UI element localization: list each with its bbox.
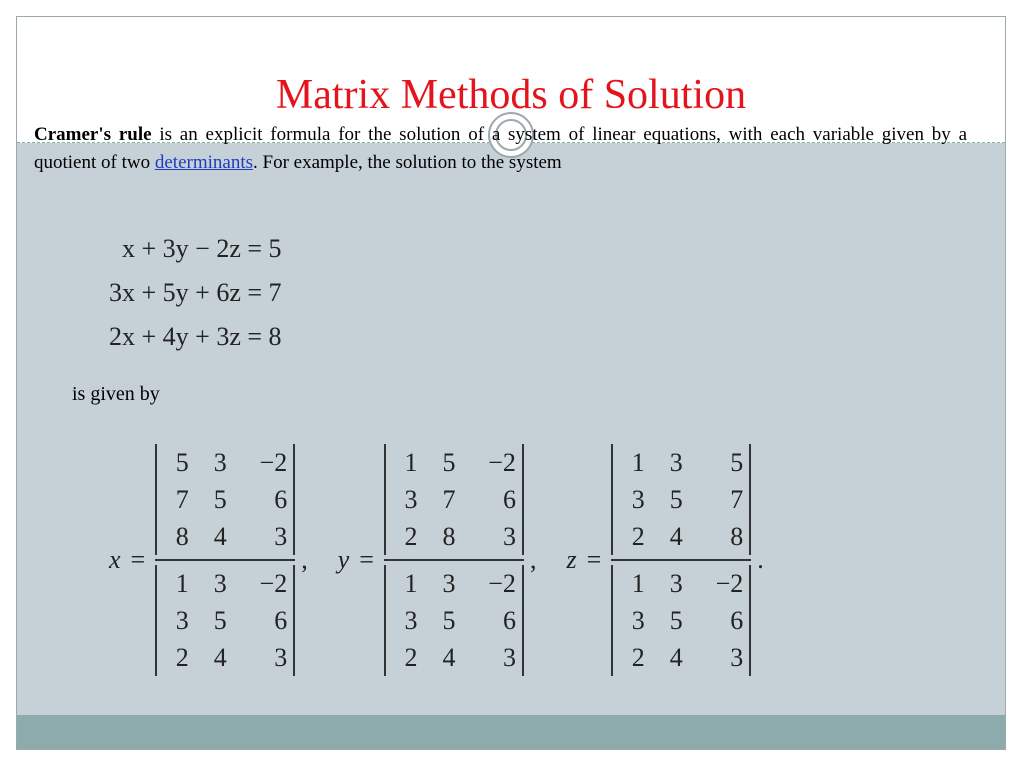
matrix-cell: 5	[669, 606, 683, 635]
matrix-cell: 4	[669, 522, 683, 551]
intro-paragraph	[34, 121, 967, 177]
matrix-cell: 5	[442, 448, 456, 477]
matrix-cell: 1	[404, 569, 418, 598]
determinants-link[interactable]: determinants	[154, 152, 253, 173]
punctuation: ,	[529, 545, 537, 574]
fraction	[611, 444, 751, 676]
footer-band	[17, 715, 1005, 749]
matrix-cell: 7	[175, 485, 189, 514]
slide-title: Matrix Methods of Solution	[275, 72, 747, 118]
matrix-cell: −2	[488, 569, 516, 598]
matrix-cell: 4	[442, 643, 456, 672]
matrix-cell: 3	[669, 448, 683, 477]
matrix-cell: 2	[631, 643, 645, 672]
matrix-cell: 4	[213, 522, 227, 551]
matrix-cell: 8	[442, 522, 456, 551]
matrix-cell: 3	[274, 522, 288, 551]
solution-variable: y	[337, 545, 350, 574]
matrix-cell: 3	[730, 643, 744, 672]
matrix-cell: 3	[631, 606, 645, 635]
matrix-cell: 1	[631, 569, 645, 598]
equals-sign: =	[359, 545, 374, 574]
matrix-cell: 5	[213, 606, 227, 635]
matrix-cell: 5	[442, 606, 456, 635]
matrix-cell: 1	[404, 448, 418, 477]
denominator-determinant	[384, 565, 524, 676]
matrix-cell: 1	[175, 569, 189, 598]
numerator-determinant	[384, 444, 524, 555]
matrix-cell: 3	[669, 569, 683, 598]
slide	[16, 16, 1006, 750]
matrix-cell: 5	[213, 485, 227, 514]
solution-y	[338, 444, 537, 676]
matrix-cell: 3	[404, 606, 418, 635]
matrix-cell: 3	[502, 522, 516, 551]
matrix-cell: 3	[213, 448, 227, 477]
intro-text-2: . For example, the solution to the system	[253, 152, 562, 173]
punctuation: .	[757, 545, 764, 574]
fraction	[384, 444, 524, 676]
matrix-cell: 6	[730, 606, 744, 635]
matrix-cell: 5	[669, 485, 683, 514]
matrix-cell: 6	[502, 485, 516, 514]
matrix-cell: 4	[669, 643, 683, 672]
matrix-cell: 4	[213, 643, 227, 672]
fraction-bar	[611, 559, 751, 561]
equation-3: 2x + 4y + 3z = 8	[109, 322, 282, 351]
matrix-cell: 2	[404, 643, 418, 672]
matrix-cell: −2	[259, 569, 288, 598]
denominator-determinant	[611, 565, 751, 676]
matrix-cell: 3	[442, 569, 456, 598]
solution-variable: z	[566, 545, 577, 574]
equation-system	[109, 227, 282, 359]
matrix-cell: 2	[175, 643, 189, 672]
equals-sign: =	[130, 545, 146, 574]
given-by-text: is given by	[72, 383, 160, 405]
term-cramers-rule: Cramer's rule	[34, 124, 152, 145]
numerator-determinant	[611, 444, 751, 555]
fraction-bar	[155, 559, 295, 561]
matrix-cell: 8	[730, 522, 744, 551]
fraction-bar	[384, 559, 524, 561]
matrix-cell: 2	[631, 522, 645, 551]
matrix-cell: 3	[274, 643, 288, 672]
matrix-cell: 6	[502, 606, 516, 635]
matrix-cell: 3	[631, 485, 645, 514]
denominator-determinant	[155, 565, 295, 676]
equals-sign: =	[586, 545, 602, 574]
intro-text-1: is an explicit formula for the solution of a system of linear equations, with each variable given by a quotient of two	[34, 124, 968, 173]
matrix-cell: −2	[715, 569, 744, 598]
matrix-cell: 8	[175, 522, 189, 551]
matrix-cell: 2	[404, 522, 418, 551]
matrix-cell: 7	[730, 485, 744, 514]
matrix-cell: −2	[488, 448, 516, 477]
numerator-determinant	[155, 444, 295, 555]
matrix-cell: 7	[442, 485, 456, 514]
matrix-cell: 1	[631, 448, 645, 477]
equation-2: 3x + 5y + 6z = 7	[109, 278, 282, 307]
matrix-cell: 3	[404, 485, 418, 514]
fraction	[155, 444, 295, 676]
matrix-cell: 6	[274, 606, 288, 635]
matrix-cell: 5	[730, 448, 744, 477]
matrix-cell: 3	[213, 569, 227, 598]
punctuation: ,	[301, 545, 308, 574]
solution-x	[109, 444, 308, 676]
solution-variable: x	[109, 545, 121, 574]
equation-1: x + 3y − 2z = 5	[122, 234, 282, 263]
matrix-cell: 3	[502, 643, 516, 672]
matrix-cell: 3	[175, 606, 189, 635]
matrix-cell: 6	[274, 485, 288, 514]
matrix-cell: 5	[175, 448, 189, 477]
solution-z	[566, 444, 763, 676]
matrix-cell: −2	[259, 448, 288, 477]
solution-formulas	[109, 435, 794, 685]
